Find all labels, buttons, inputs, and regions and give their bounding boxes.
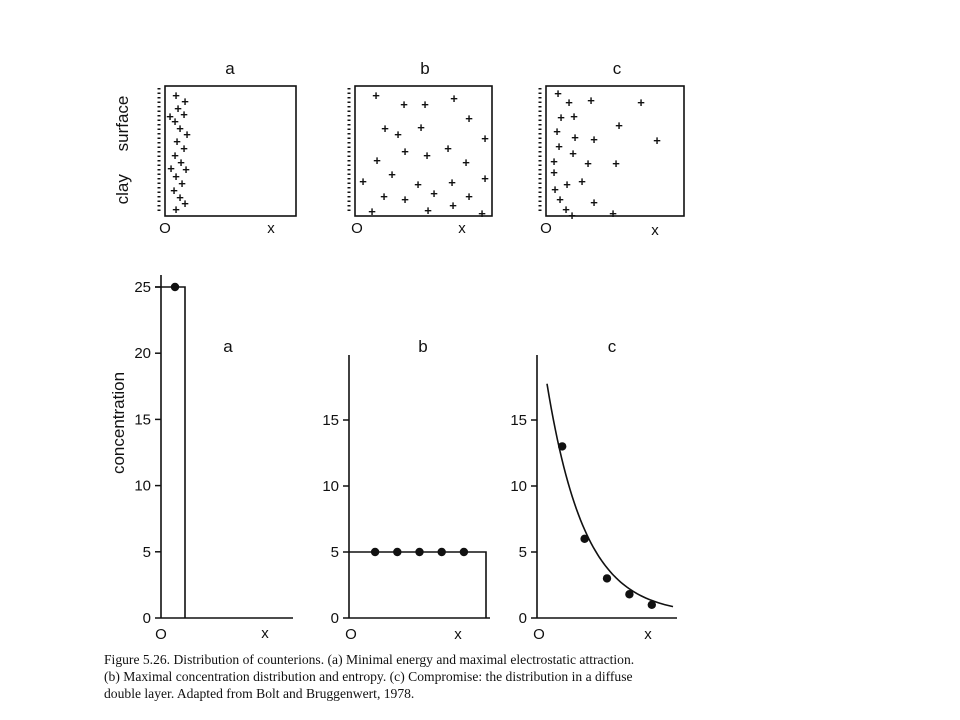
- y-tick-label: 0: [518, 610, 527, 627]
- counterion-plus: +: [578, 174, 586, 189]
- counterion-plus: +: [568, 208, 576, 223]
- counterion-plus: +: [181, 196, 189, 211]
- counterion-plus: +: [181, 94, 189, 109]
- counterion-plus: +: [562, 202, 570, 217]
- y-tick-label: 20: [134, 345, 151, 363]
- top-panel-a-counterions: [166, 88, 191, 217]
- decay-curve: [547, 384, 673, 607]
- chart-c: [510, 337, 677, 643]
- counterion-plus: +: [423, 148, 431, 163]
- counterion-plus: +: [166, 109, 174, 124]
- top-panel-b-counterions: [359, 88, 489, 221]
- counterion-plus: +: [587, 93, 595, 108]
- counterion-plus: +: [444, 141, 452, 156]
- counterion-plus: +: [563, 177, 571, 192]
- top-panel-a-origin: O: [159, 220, 171, 237]
- step-line: [155, 287, 185, 618]
- counterion-plus: +: [465, 189, 473, 204]
- data-point: [625, 590, 633, 598]
- chart-a-ylabel: concentration: [109, 371, 128, 475]
- counterion-plus: +: [551, 182, 559, 197]
- y-tick-label: 5: [518, 544, 527, 561]
- counterion-plus: +: [448, 175, 456, 190]
- counterion-plus: +: [553, 124, 561, 139]
- counterion-plus: +: [550, 154, 558, 169]
- counterion-plus: +: [174, 101, 182, 116]
- counterion-plus: +: [180, 141, 188, 156]
- caption-line-1: Figure 5.26. Distribution of counterions. (a) Minimal energy and maximal electrostatic attraction.: [104, 652, 635, 667]
- chart-b-marks: [349, 548, 486, 618]
- data-point: [371, 548, 379, 556]
- data-point: [603, 574, 611, 582]
- counterion-plus: +: [449, 198, 457, 213]
- top-panel-c-x: x: [651, 222, 659, 239]
- chart-a-xlabel: x: [261, 625, 269, 642]
- chart-b-y-ticks: [322, 412, 349, 627]
- counterion-plus: +: [394, 127, 402, 142]
- counterion-plus: +: [478, 206, 486, 221]
- counterion-plus: +: [177, 155, 185, 170]
- counterion-plus: +: [554, 86, 562, 101]
- flat-line: [349, 552, 486, 618]
- counterion-plus: +: [430, 186, 438, 201]
- y-tick-label: 15: [322, 412, 339, 429]
- counterion-plus: +: [637, 95, 645, 110]
- counterion-plus: +: [176, 121, 184, 136]
- counterion-plus: +: [555, 139, 563, 154]
- counterion-plus: +: [584, 156, 592, 171]
- counterion-plus: +: [421, 97, 429, 112]
- counterion-plus: +: [172, 169, 180, 184]
- data-point: [580, 535, 588, 543]
- data-point: [558, 442, 566, 450]
- top-panel-c-origin: O: [540, 220, 552, 237]
- counterion-plus: +: [481, 171, 489, 186]
- top-panel-c-counterions: [550, 86, 661, 223]
- counterion-plus: +: [173, 134, 181, 149]
- top-panel-b-label: b: [420, 59, 430, 78]
- data-point: [171, 283, 179, 291]
- chart-b: [322, 337, 490, 643]
- clay-label: clay: [113, 174, 132, 205]
- data-point: [393, 548, 401, 556]
- counterion-plus: +: [373, 153, 381, 168]
- counterion-plus: +: [167, 161, 175, 176]
- counterion-plus: +: [417, 120, 425, 135]
- counterion-plus: +: [170, 183, 178, 198]
- figure-caption: [104, 651, 834, 702]
- y-tick-label: 10: [322, 478, 339, 495]
- chart-b-origin: O: [345, 626, 357, 643]
- surface-label: surface: [113, 95, 132, 152]
- counterion-plus: +: [557, 110, 565, 125]
- chart-b-xlabel: x: [454, 626, 462, 643]
- counterion-plus: +: [570, 109, 578, 124]
- top-panel-a-x: x: [267, 220, 275, 237]
- counterion-plus: +: [414, 177, 422, 192]
- data-point: [415, 548, 423, 556]
- counterion-plus: +: [609, 206, 617, 221]
- chart-a-origin: O: [155, 626, 167, 643]
- caption-line-3: double layer. Adapted from Bolt and Bruggenwert, 1978.: [104, 686, 415, 701]
- counterion-plus: +: [171, 114, 179, 129]
- counterion-plus: +: [401, 144, 409, 159]
- y-tick-label: 25: [134, 279, 151, 296]
- top-panel-a: [159, 59, 296, 237]
- y-tick-label: 10: [510, 478, 527, 495]
- data-point: [460, 548, 468, 556]
- y-tick-label: 10: [134, 477, 151, 495]
- y-tick-label: 0: [330, 610, 339, 627]
- data-point: [438, 548, 446, 556]
- y-tick-label: 5: [330, 544, 339, 561]
- chart-c-marks: [547, 384, 673, 609]
- y-tick-label: 15: [510, 412, 527, 429]
- chart-a-y-ticks: [134, 279, 161, 627]
- data-point: [648, 601, 656, 609]
- counterion-plus: +: [465, 111, 473, 126]
- counterion-plus: +: [653, 133, 661, 148]
- counterion-plus: +: [183, 127, 191, 142]
- counterion-plus: +: [359, 174, 367, 189]
- counterion-plus: +: [368, 204, 376, 219]
- counterion-plus: +: [424, 203, 432, 218]
- counterion-plus: +: [172, 88, 180, 103]
- counterion-plus: +: [381, 121, 389, 136]
- chart-a: [109, 275, 293, 643]
- chart-a-title: a: [223, 337, 233, 356]
- counterion-plus: +: [550, 165, 558, 180]
- svg-text:clay surface: [113, 96, 132, 205]
- top-panel-c-label: c: [612, 59, 622, 78]
- counterion-plus: +: [590, 195, 598, 210]
- chart-c-title: c: [607, 337, 617, 356]
- counterion-plus: +: [388, 167, 396, 182]
- counterion-plus: +: [569, 146, 577, 161]
- caption-line-2: (b) Maximal concentration distribution and entropy. (c) Compromise: the distribution in a diffuse: [104, 669, 633, 684]
- y-tick-label: 0: [142, 610, 151, 627]
- counterion-plus: +: [615, 118, 623, 133]
- chart-c-y-ticks: [510, 412, 537, 627]
- y-tick-label: 5: [142, 543, 151, 561]
- top-panel-b-x: x: [458, 220, 466, 237]
- chart-a-marks: [155, 283, 185, 618]
- counterion-plus: +: [590, 132, 598, 147]
- counterion-plus: +: [178, 176, 186, 191]
- top-panel-b-origin: O: [351, 220, 363, 237]
- counterion-plus: +: [380, 189, 388, 204]
- counterion-plus: +: [172, 202, 180, 217]
- counterion-plus: +: [571, 130, 579, 145]
- clay-surface-label: [113, 96, 132, 205]
- top-panel-a-label: a: [225, 59, 235, 78]
- counterion-plus: +: [565, 95, 573, 110]
- counterion-plus: +: [180, 107, 188, 122]
- counterion-plus: +: [462, 155, 470, 170]
- top-panel-b: [349, 59, 492, 237]
- counterion-plus: +: [176, 190, 184, 205]
- top-panel-c: [540, 59, 684, 239]
- counterion-plus: +: [481, 131, 489, 146]
- y-tick-label: 15: [134, 411, 151, 429]
- counterion-plus: +: [372, 88, 380, 103]
- chart-c-xlabel: x: [644, 626, 652, 643]
- counterion-plus: +: [450, 91, 458, 106]
- counterion-plus: +: [556, 192, 564, 207]
- counterion-plus: +: [400, 97, 408, 112]
- chart-b-title: b: [418, 337, 428, 356]
- counterion-plus: +: [401, 192, 409, 207]
- chart-c-origin: O: [533, 626, 545, 643]
- counterion-plus: +: [171, 148, 179, 163]
- counterion-plus: +: [612, 156, 620, 171]
- counterion-plus: +: [182, 162, 190, 177]
